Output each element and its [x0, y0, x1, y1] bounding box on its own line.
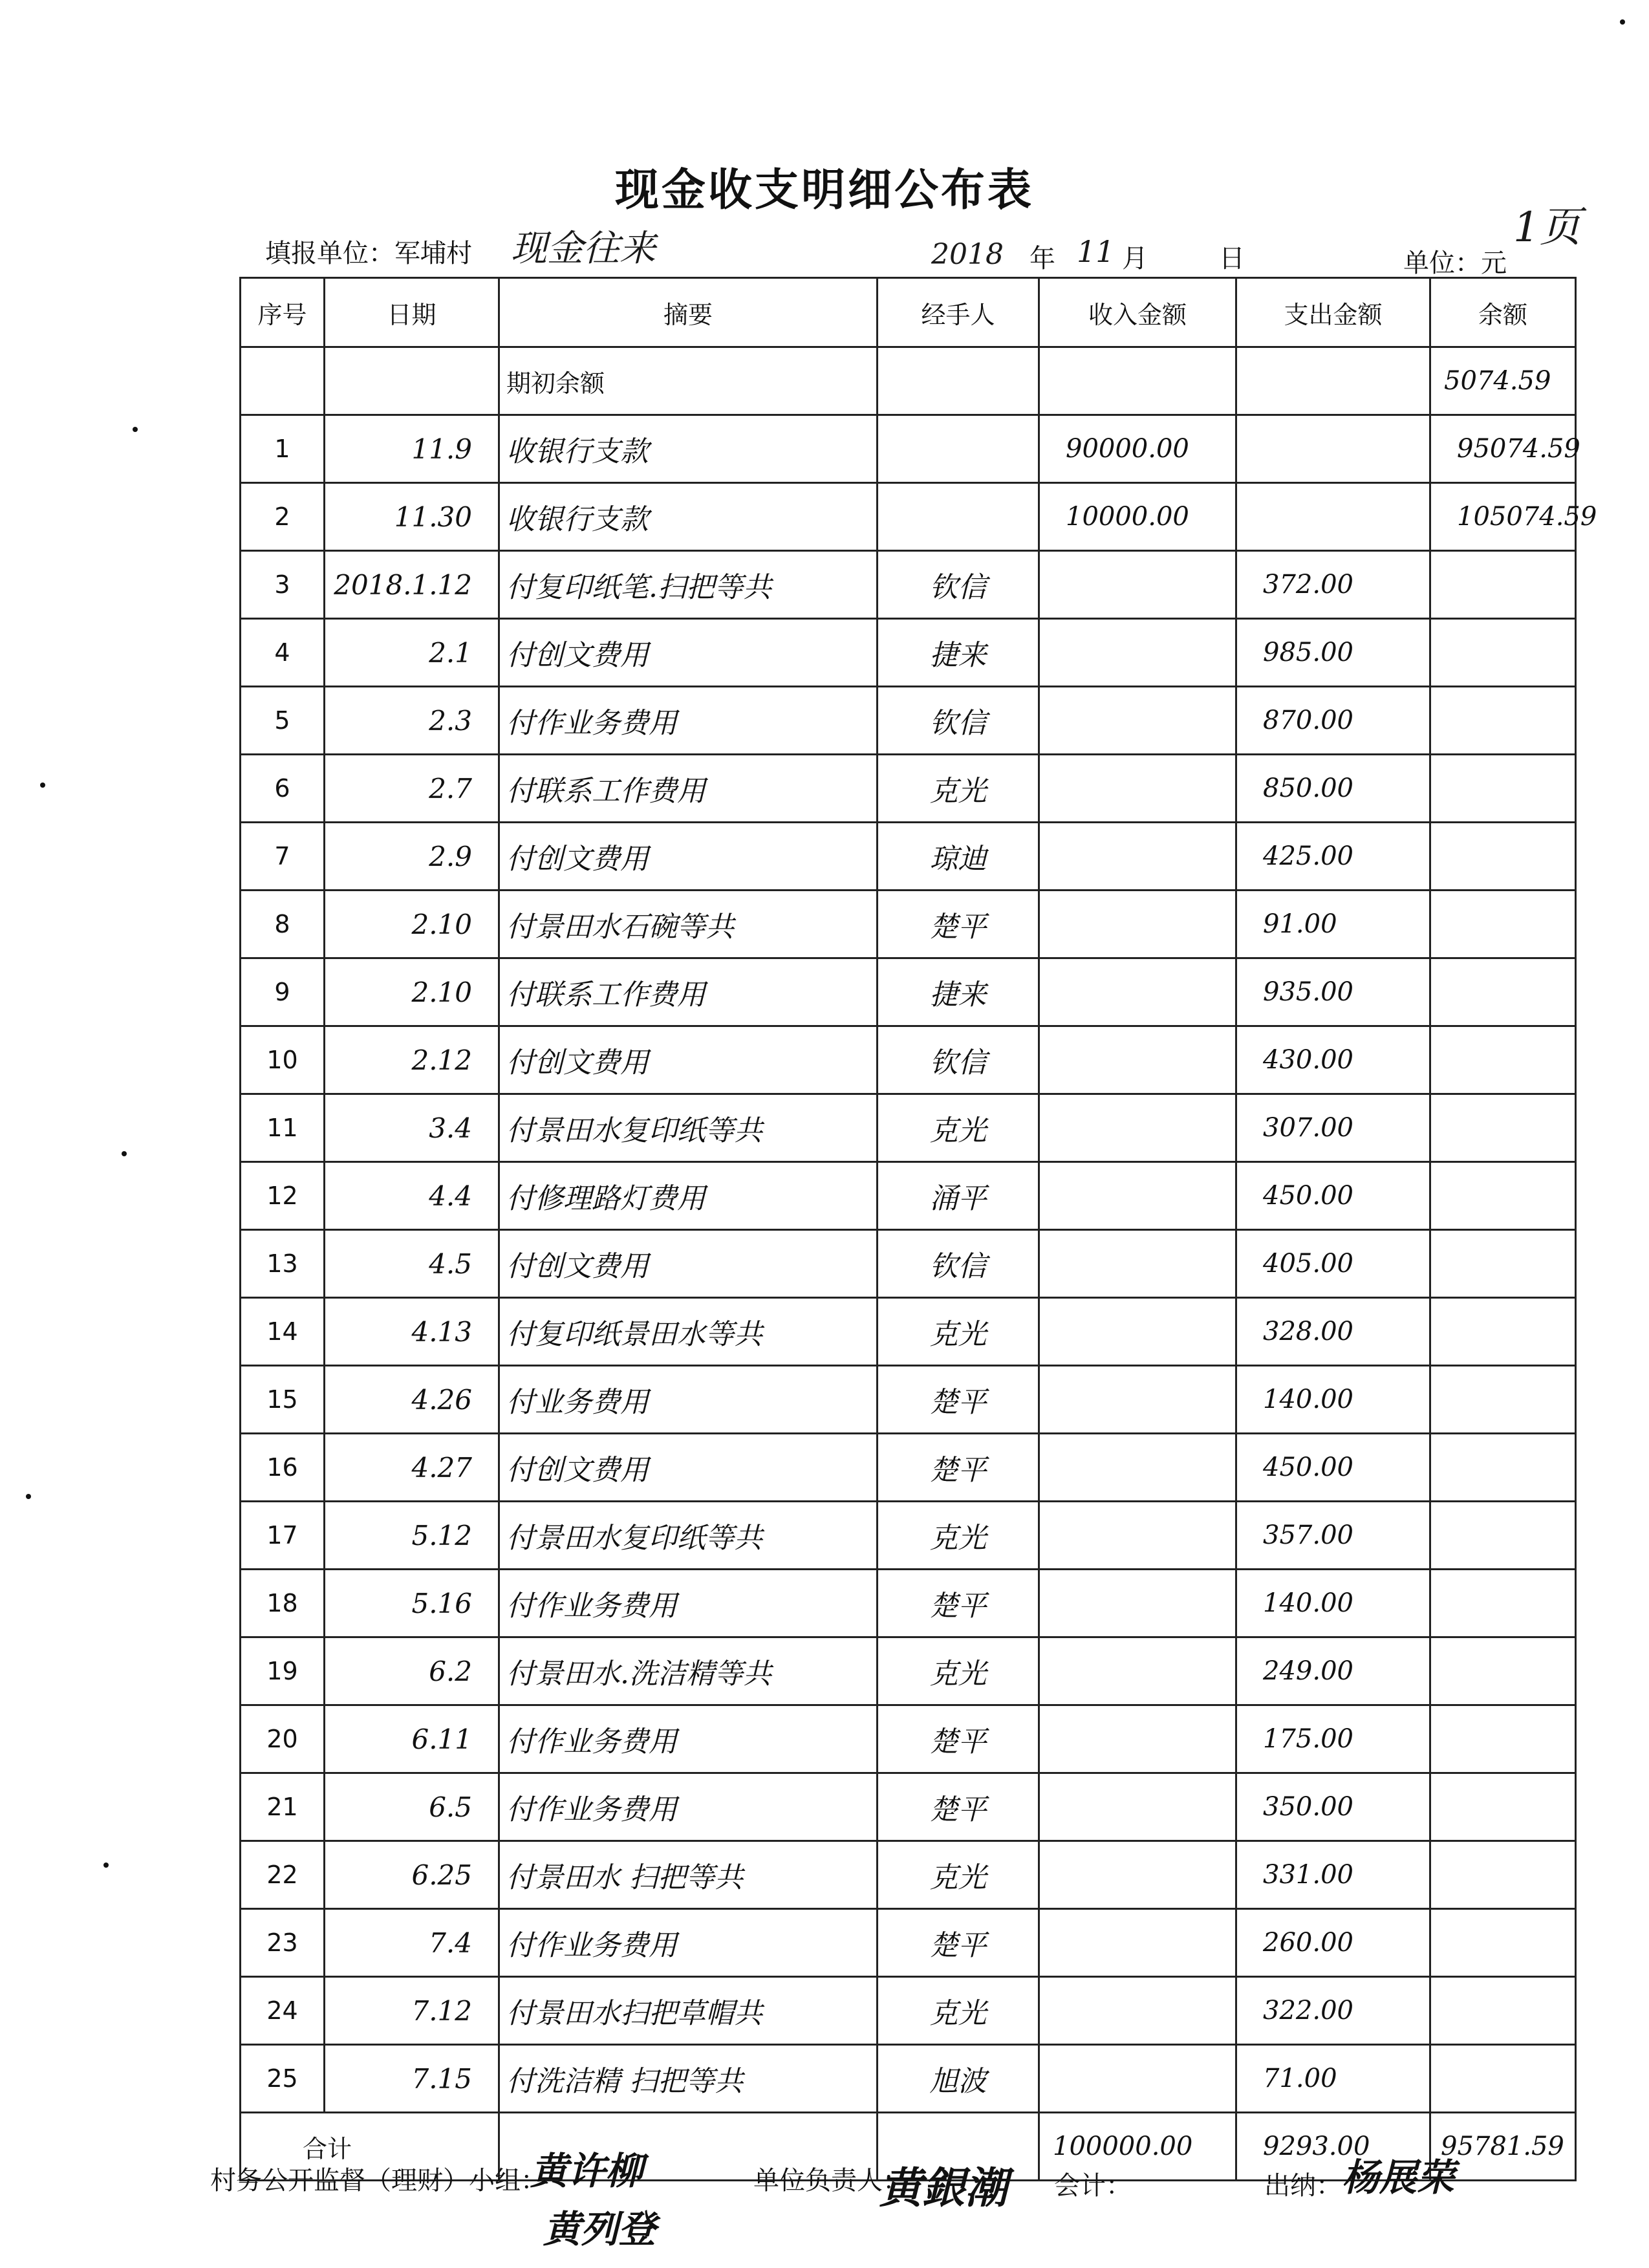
row-date: 2.3: [325, 687, 499, 755]
row-income: [1039, 891, 1236, 958]
row-expense: 140.00: [1236, 1570, 1430, 1637]
row-balance: [1430, 891, 1576, 958]
row-date: 6.25: [325, 1841, 499, 1909]
row-summary: 付联系工作费用: [499, 958, 878, 1026]
table-row: [241, 1026, 1576, 1094]
row-handler: 克光: [878, 1977, 1039, 2045]
row-expense: 985.00: [1236, 619, 1430, 687]
row-expense: 357.00: [1236, 1502, 1430, 1570]
row-date: 5.12: [325, 1502, 499, 1570]
row-index: 22: [241, 1841, 325, 1909]
row-balance: [1430, 823, 1576, 891]
table-row: [241, 1705, 1576, 1773]
row-balance: [1430, 1909, 1576, 1977]
row-summary: 收银行支款: [499, 415, 878, 483]
row-index: 25: [241, 2045, 325, 2113]
column-header-summary: 摘要: [499, 278, 878, 347]
row-date: 4.13: [325, 1298, 499, 1366]
row-expense: 425.00: [1236, 823, 1430, 891]
row-expense: 850.00: [1236, 755, 1430, 823]
row-date: 4.26: [325, 1366, 499, 1434]
row-date: 2.10: [325, 958, 499, 1026]
row-balance: [1430, 1298, 1576, 1366]
table-row: [241, 2045, 1576, 2113]
row-balance: [1430, 1162, 1576, 1230]
row-balance: [1430, 619, 1576, 687]
cashier-label: 出纳：: [1264, 2171, 1342, 2201]
row-balance: [1430, 1230, 1576, 1298]
row-balance: [1430, 687, 1576, 755]
row-handler: 旭波: [878, 2045, 1039, 2113]
scan-speck: [103, 1863, 109, 1868]
row-date: 5.16: [325, 1570, 499, 1637]
row-balance: [1430, 1570, 1576, 1637]
row-income: 10000.00: [1039, 483, 1236, 551]
row-balance: [1430, 1502, 1576, 1570]
row-handler: 楚平: [878, 1705, 1039, 1773]
scan-speck: [40, 783, 45, 788]
row-summary: 付创文费用: [499, 619, 878, 687]
row-index: 9: [241, 958, 325, 1026]
page-title: 现金收支明细公布表: [614, 165, 1034, 216]
row-expense: [1236, 415, 1430, 483]
row-index: 13: [241, 1230, 325, 1298]
row-expense: 870.00: [1236, 687, 1430, 755]
row-handler: 捷来: [878, 958, 1039, 1026]
row-summary: 付作业务费用: [499, 687, 878, 755]
row-handler: 捷来: [878, 619, 1039, 687]
row-handler: 钦信: [878, 551, 1039, 619]
row-handler: 克光: [878, 755, 1039, 823]
row-expense: 91.00: [1236, 891, 1430, 958]
month-label: 月: [1122, 244, 1148, 274]
row-summary: 付业务费用: [499, 1366, 878, 1434]
row-balance: [1430, 1366, 1576, 1434]
row-balance: [1430, 1026, 1576, 1094]
row-summary: 付创文费用: [499, 1026, 878, 1094]
row-handler: 克光: [878, 1094, 1039, 1162]
row-balance: 95074.59: [1430, 415, 1576, 483]
row-income: [1039, 823, 1236, 891]
row-expense: 328.00: [1236, 1298, 1430, 1366]
row-balance: [1430, 1773, 1576, 1841]
table-header-row: [241, 278, 1576, 347]
row-handler: 楚平: [878, 1773, 1039, 1841]
row-date: 6.5: [325, 1773, 499, 1841]
table-row: [241, 891, 1576, 958]
table-row: [241, 1773, 1576, 1841]
table-row: [241, 1977, 1576, 2045]
row-index: 3: [241, 551, 325, 619]
row-expense: 935.00: [1236, 958, 1430, 1026]
row-balance: [1430, 755, 1576, 823]
table-cell: [1236, 347, 1430, 415]
row-index: 6: [241, 755, 325, 823]
row-date: 4.5: [325, 1230, 499, 1298]
row-summary: 付景田水 扫把等共: [499, 1841, 878, 1909]
row-summary: 付作业务费用: [499, 1705, 878, 1773]
row-expense: 430.00: [1236, 1026, 1430, 1094]
row-handler: 克光: [878, 1502, 1039, 1570]
row-balance: [1430, 958, 1576, 1026]
total-expense: 9293.00: [1236, 2113, 1430, 2181]
row-handler: 琼迪: [878, 823, 1039, 891]
table-row: [241, 1570, 1576, 1637]
row-expense: 405.00: [1236, 1230, 1430, 1298]
row-summary: 付复印纸景田水等共: [499, 1298, 878, 1366]
table-row: [241, 1909, 1576, 1977]
row-index: 7: [241, 823, 325, 891]
scan-speck: [133, 427, 138, 432]
row-income: [1039, 1434, 1236, 1502]
row-income: [1039, 1026, 1236, 1094]
table-cell: [1039, 347, 1236, 415]
row-summary: 付创文费用: [499, 823, 878, 891]
row-income: [1039, 1366, 1236, 1434]
supervision-signature-2: 黄列登: [543, 2207, 656, 2251]
row-summary: 付作业务费用: [499, 1773, 878, 1841]
table-row: [241, 1298, 1576, 1366]
table-row: [241, 1637, 1576, 1705]
accountant-label: 会计：: [1054, 2171, 1132, 2201]
row-handler: 钦信: [878, 687, 1039, 755]
row-date: 7.12: [325, 1977, 499, 2045]
unit-head-label: 单位负责人：: [753, 2166, 909, 2196]
row-date: 2.1: [325, 619, 499, 687]
row-income: 90000.00: [1039, 415, 1236, 483]
row-summary: 付创文费用: [499, 1230, 878, 1298]
opening-balance: 5074.59: [1430, 347, 1576, 415]
row-date: 2.9: [325, 823, 499, 891]
year-label: 年: [1029, 244, 1055, 274]
row-date: 6.11: [325, 1705, 499, 1773]
table-row: [241, 687, 1576, 755]
row-date: 11.9: [325, 415, 499, 483]
row-income: [1039, 1162, 1236, 1230]
row-income: [1039, 687, 1236, 755]
column-header-date: 日期: [325, 278, 499, 347]
row-summary: 付作业务费用: [499, 1570, 878, 1637]
row-expense: 175.00: [1236, 1705, 1430, 1773]
row-index: 11: [241, 1094, 325, 1162]
table-row: [241, 1366, 1576, 1434]
row-summary: 付创文费用: [499, 1434, 878, 1502]
row-date: 4.4: [325, 1162, 499, 1230]
table-row: [241, 823, 1576, 891]
row-index: 16: [241, 1434, 325, 1502]
row-index: 5: [241, 687, 325, 755]
table-row: [241, 755, 1576, 823]
table-row: [241, 1502, 1576, 1570]
row-income: [1039, 1977, 1236, 2045]
row-income: [1039, 1909, 1236, 1977]
row-handler: 钦信: [878, 1026, 1039, 1094]
row-balance: [1430, 1841, 1576, 1909]
row-handler: 克光: [878, 1298, 1039, 1366]
row-handler: [878, 415, 1039, 483]
row-balance: 105074.59: [1430, 483, 1576, 551]
row-summary: 付景田水复印纸等共: [499, 1094, 878, 1162]
row-income: [1039, 1705, 1236, 1773]
table-row: [241, 551, 1576, 619]
unit-head-signature: 黄銀潮: [879, 2163, 1008, 2213]
row-index: 12: [241, 1162, 325, 1230]
row-index: 4: [241, 619, 325, 687]
row-handler: 涌平: [878, 1162, 1039, 1230]
row-index: 18: [241, 1570, 325, 1637]
table-row: [241, 958, 1576, 1026]
row-handler: 楚平: [878, 1366, 1039, 1434]
cashier-signature: 杨展荣: [1342, 2155, 1455, 2199]
table-row: [241, 1094, 1576, 1162]
row-handler: 克光: [878, 1637, 1039, 1705]
row-date: 2.12: [325, 1026, 499, 1094]
row-expense: 260.00: [1236, 1909, 1430, 1977]
row-date: 7.4: [325, 1909, 499, 1977]
row-expense: [1236, 483, 1430, 551]
row-balance: [1430, 551, 1576, 619]
row-income: [1039, 1773, 1236, 1841]
row-date: 11.30: [325, 483, 499, 551]
column-header-income: 收入金额: [1039, 278, 1236, 347]
row-date: 3.4: [325, 1094, 499, 1162]
row-index: 24: [241, 1977, 325, 2045]
supervision-signature-1: 黄许柳: [530, 2149, 643, 2193]
row-expense: 372.00: [1236, 551, 1430, 619]
row-index: 23: [241, 1909, 325, 1977]
total-income: 100000.00: [1039, 2113, 1236, 2181]
row-summary: 付复印纸笔.扫把等共: [499, 551, 878, 619]
row-index: 21: [241, 1773, 325, 1841]
row-balance: [1430, 1637, 1576, 1705]
table-row: [241, 1162, 1576, 1230]
row-index: 10: [241, 1026, 325, 1094]
report-month: 11: [1077, 234, 1115, 269]
row-income: [1039, 619, 1236, 687]
reporting-unit-handwritten: 现金往来: [511, 228, 656, 270]
row-income: [1039, 755, 1236, 823]
report-year: 2018: [931, 238, 1004, 271]
row-balance: [1430, 1434, 1576, 1502]
row-income: [1039, 551, 1236, 619]
row-index: 20: [241, 1705, 325, 1773]
table-cell: [325, 347, 499, 415]
row-expense: 140.00: [1236, 1366, 1430, 1434]
row-expense: 71.00: [1236, 2045, 1430, 2113]
row-income: [1039, 1841, 1236, 1909]
row-summary: 付景田水石碗等共: [499, 891, 878, 958]
row-summary: 付景田水复印纸等共: [499, 1502, 878, 1570]
row-date: 7.15: [325, 2045, 499, 2113]
scan-speck: [26, 1494, 31, 1499]
supervision-label: 村务公开监督（理财）小组：: [210, 2166, 546, 2196]
row-balance: [1430, 1705, 1576, 1773]
table-row: [241, 1841, 1576, 1909]
cash-ledger-table: [239, 277, 1597, 2181]
day-label: 日: [1219, 244, 1245, 274]
table-row: [241, 1434, 1576, 1502]
row-date: 2.7: [325, 755, 499, 823]
row-income: [1039, 1230, 1236, 1298]
row-index: 19: [241, 1637, 325, 1705]
row-summary: 付修理路灯费用: [499, 1162, 878, 1230]
scan-speck: [1620, 19, 1625, 25]
row-expense: 450.00: [1236, 1434, 1430, 1502]
row-handler: 楚平: [878, 891, 1039, 958]
row-index: 1: [241, 415, 325, 483]
row-summary: 付景田水扫把草帽共: [499, 1977, 878, 2045]
reporting-unit-label: 填报单位：军埔村: [265, 239, 472, 268]
table-row: [241, 415, 1576, 483]
table-row: [241, 1230, 1576, 1298]
scan-speck: [122, 1151, 127, 1156]
row-expense: 331.00: [1236, 1841, 1430, 1909]
row-income: [1039, 1570, 1236, 1637]
row-expense: 450.00: [1236, 1162, 1430, 1230]
row-balance: [1430, 1977, 1576, 2045]
row-date: 2.10: [325, 891, 499, 958]
row-summary: 付联系工作费用: [499, 755, 878, 823]
opening-summary: 期初余额: [499, 347, 878, 415]
row-summary: 付洗洁精 扫把等共: [499, 2045, 878, 2113]
row-handler: 楚平: [878, 1909, 1039, 1977]
row-expense: 350.00: [1236, 1773, 1430, 1841]
row-handler: 楚平: [878, 1570, 1039, 1637]
table-cell: [241, 347, 325, 415]
row-income: [1039, 1298, 1236, 1366]
row-index: 17: [241, 1502, 325, 1570]
total-balance: 95781.59: [1430, 2113, 1576, 2181]
totals-label: 合计: [241, 2113, 499, 2181]
row-income: [1039, 2045, 1236, 2113]
row-income: [1039, 1502, 1236, 1570]
row-index: 8: [241, 891, 325, 958]
column-header-handler: 经手人: [878, 278, 1039, 347]
table-cell: [878, 347, 1039, 415]
row-handler: 钦信: [878, 1230, 1039, 1298]
column-header-balance: 余额: [1430, 278, 1576, 347]
row-expense: 322.00: [1236, 1977, 1430, 2045]
row-balance: [1430, 1094, 1576, 1162]
row-handler: 克光: [878, 1841, 1039, 1909]
page-number: 1页: [1513, 204, 1581, 252]
currency-unit: 单位：元: [1403, 248, 1507, 278]
row-balance: [1430, 2045, 1576, 2113]
row-income: [1039, 958, 1236, 1026]
row-date: 6.2: [325, 1637, 499, 1705]
row-summary: 收银行支款: [499, 483, 878, 551]
row-index: 14: [241, 1298, 325, 1366]
table-row: [241, 619, 1576, 687]
row-summary: 付景田水.洗洁精等共: [499, 1637, 878, 1705]
column-header-index: 序号: [241, 278, 325, 347]
row-date: 4.27: [325, 1434, 499, 1502]
row-income: [1039, 1637, 1236, 1705]
row-expense: 307.00: [1236, 1094, 1430, 1162]
row-index: 15: [241, 1366, 325, 1434]
row-expense: 249.00: [1236, 1637, 1430, 1705]
row-index: 2: [241, 483, 325, 551]
column-header-expense: 支出金额: [1236, 278, 1430, 347]
opening-balance-row: [241, 347, 1576, 415]
row-handler: 楚平: [878, 1434, 1039, 1502]
row-handler: [878, 483, 1039, 551]
row-date: 2018.1.12: [325, 551, 499, 619]
row-income: [1039, 1094, 1236, 1162]
table-row: [241, 483, 1576, 551]
row-summary: 付作业务费用: [499, 1909, 878, 1977]
